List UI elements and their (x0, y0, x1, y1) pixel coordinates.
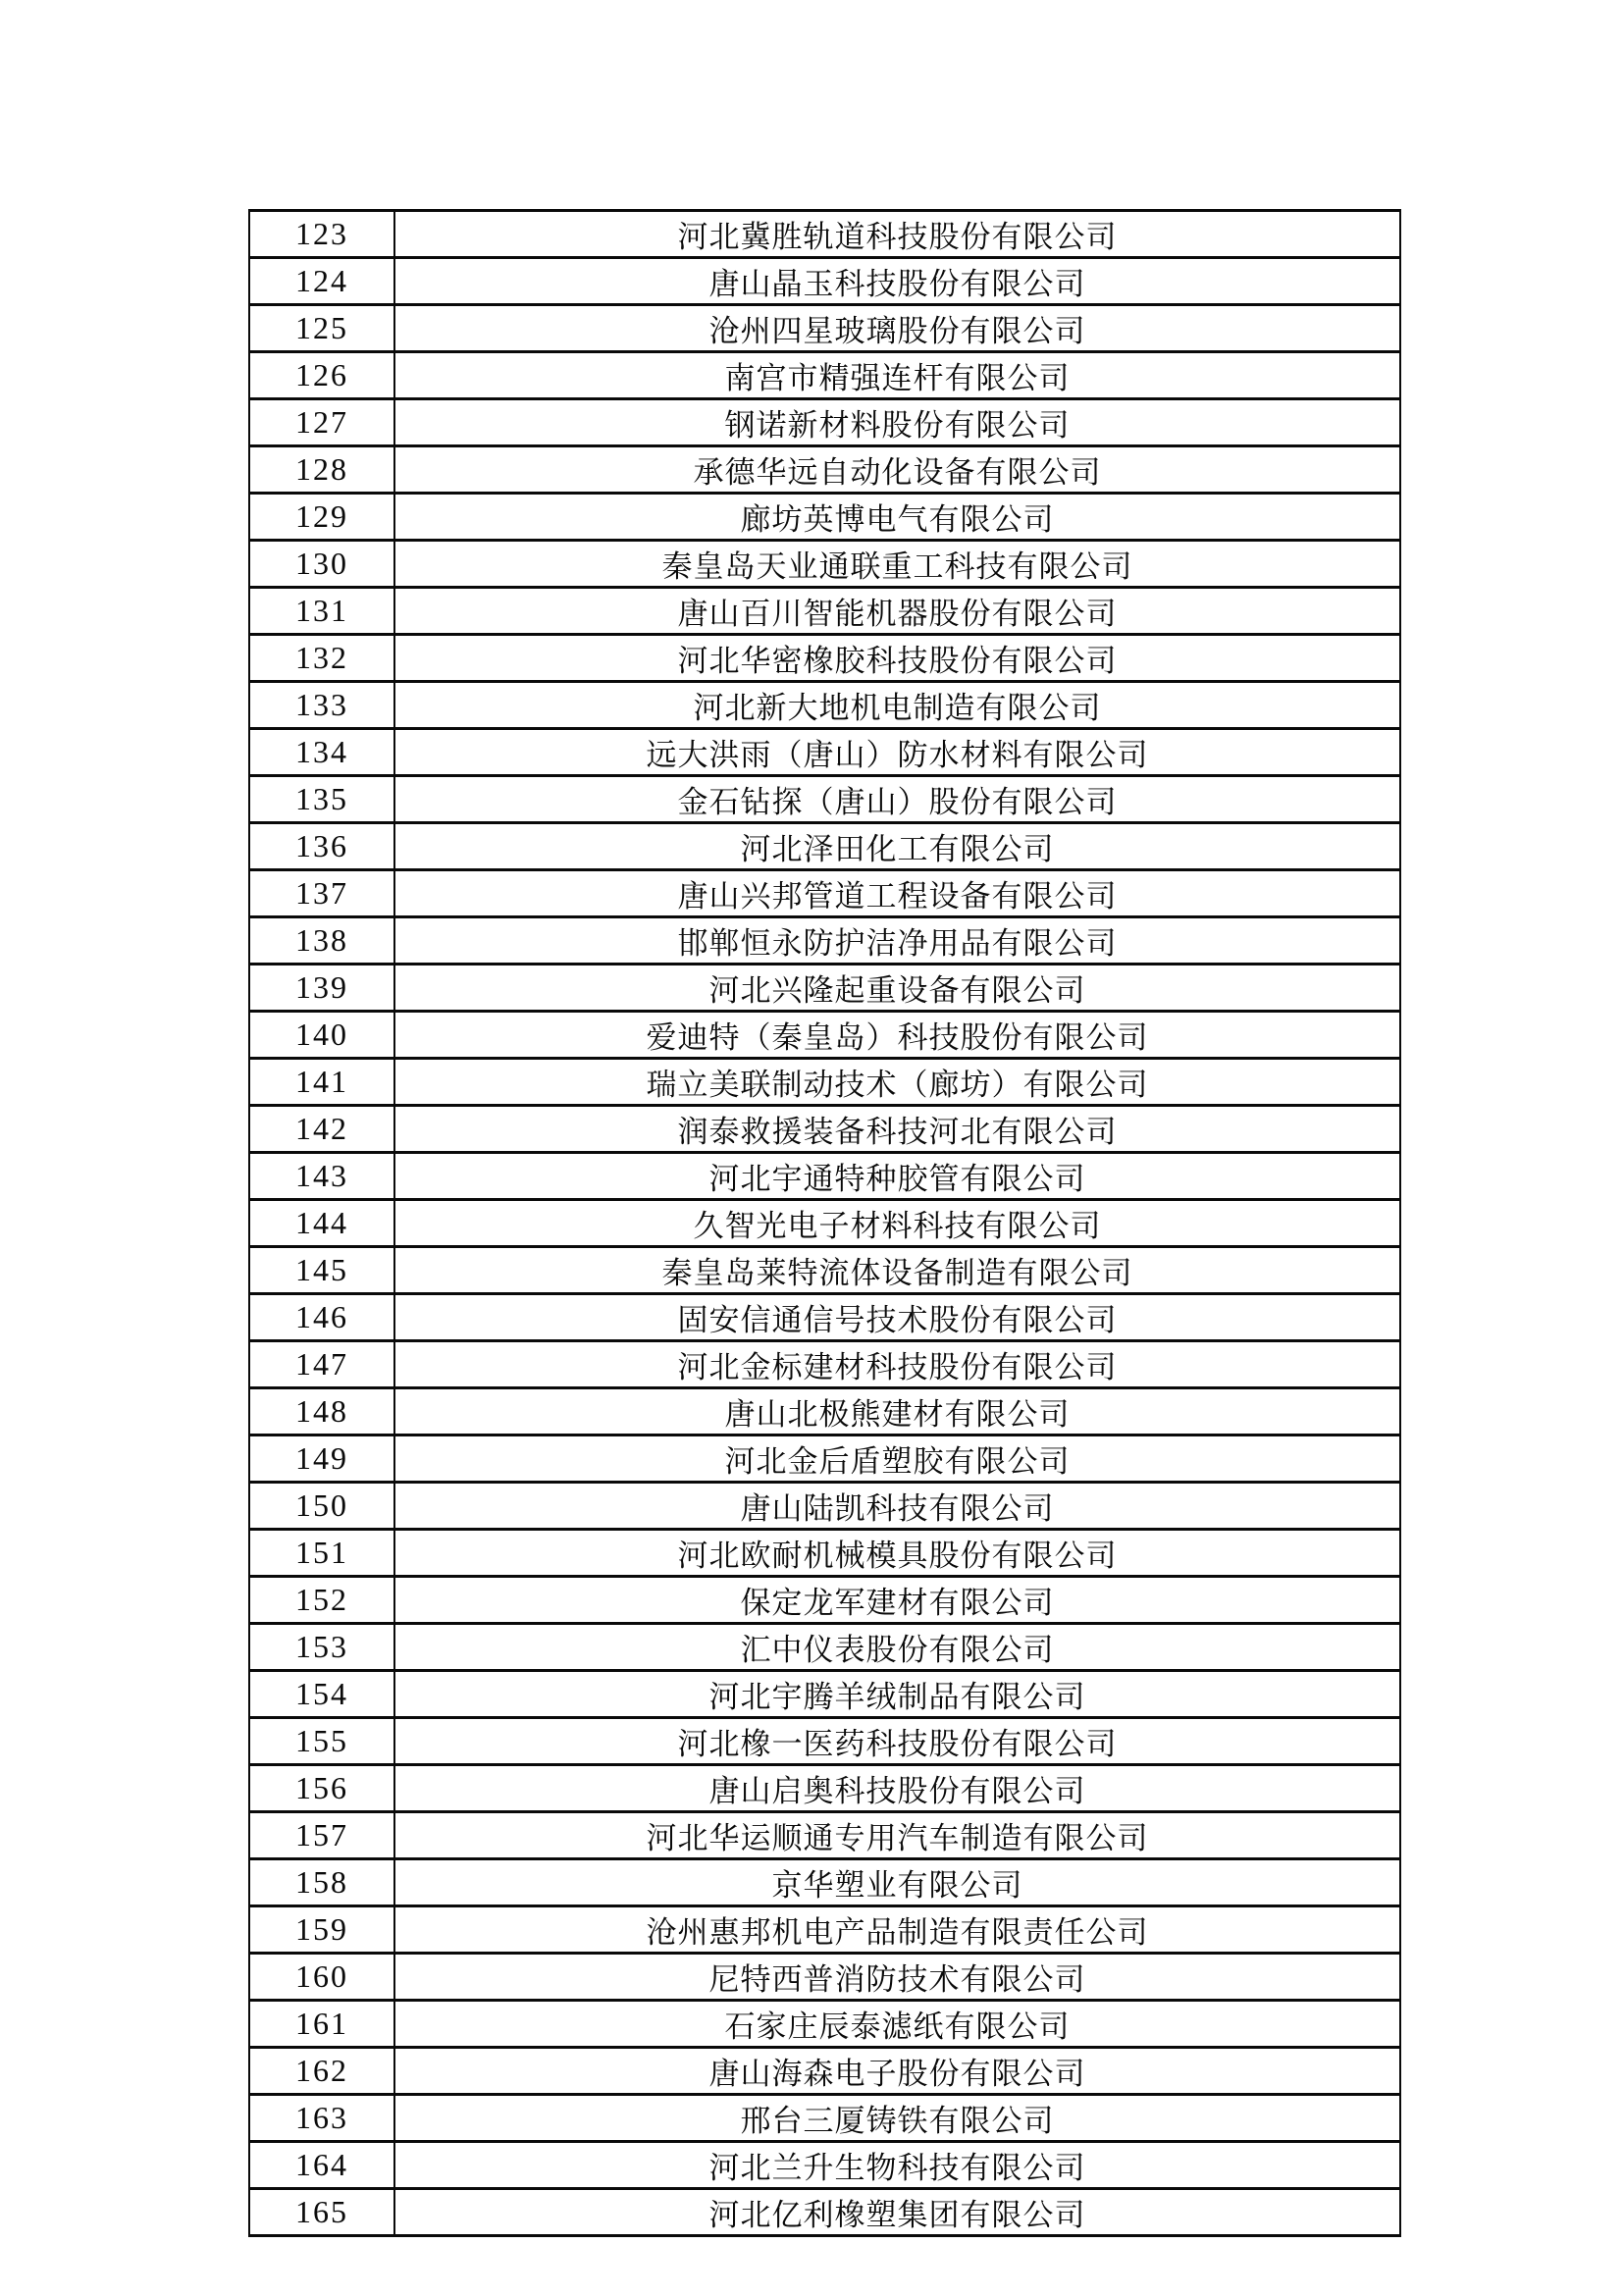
row-number-cell: 135 (249, 776, 394, 823)
company-name-cell: 金石钻探（唐山）股份有限公司 (394, 776, 1400, 823)
row-number-cell: 155 (249, 1718, 394, 1765)
row-number-cell: 124 (249, 258, 394, 305)
table-row (249, 1247, 1400, 1294)
company-name-cell: 唐山百川智能机器股份有限公司 (394, 588, 1400, 635)
row-number-cell: 153 (249, 1624, 394, 1671)
table-row (249, 917, 1400, 965)
company-name-cell: 秦皇岛天业通联重工科技有限公司 (394, 541, 1400, 588)
table-row (249, 870, 1400, 917)
company-name-cell: 河北金标建材科技股份有限公司 (394, 1341, 1400, 1388)
company-name-cell: 润泰救援装备科技河北有限公司 (394, 1106, 1400, 1153)
table-row (249, 1671, 1400, 1718)
company-name-cell: 河北泽田化工有限公司 (394, 823, 1400, 870)
row-number-cell: 123 (249, 211, 394, 258)
table-row (249, 2048, 1400, 2095)
company-name-cell: 唐山北极熊建材有限公司 (394, 1388, 1400, 1435)
row-number-cell: 159 (249, 1906, 394, 1954)
company-name-cell: 钢诺新材料股份有限公司 (394, 399, 1400, 446)
table-row (249, 635, 1400, 682)
table-row (249, 682, 1400, 729)
table-row (249, 2095, 1400, 2142)
row-number-cell: 125 (249, 305, 394, 352)
row-number-cell: 158 (249, 1859, 394, 1906)
row-number-cell: 138 (249, 917, 394, 965)
table-row (249, 729, 1400, 776)
company-name-cell: 河北宇通特种胶管有限公司 (394, 1153, 1400, 1200)
row-number-cell: 149 (249, 1435, 394, 1483)
table-row (249, 1718, 1400, 1765)
row-number-cell: 132 (249, 635, 394, 682)
row-number-cell: 152 (249, 1577, 394, 1624)
row-number-cell: 139 (249, 965, 394, 1012)
table-row (249, 1200, 1400, 1247)
table-row (249, 1954, 1400, 2001)
row-number-cell: 142 (249, 1106, 394, 1153)
table-row (249, 1859, 1400, 1906)
table-row (249, 258, 1400, 305)
table-row (249, 1577, 1400, 1624)
table-row (249, 446, 1400, 494)
row-number-cell: 154 (249, 1671, 394, 1718)
company-name-cell: 邯郸恒永防护洁净用品有限公司 (394, 917, 1400, 965)
table-row (249, 211, 1400, 258)
company-name-cell: 京华塑业有限公司 (394, 1859, 1400, 1906)
row-number-cell: 143 (249, 1153, 394, 1200)
company-name-cell: 河北金后盾塑胶有限公司 (394, 1435, 1400, 1483)
row-number-cell: 141 (249, 1059, 394, 1106)
row-number-cell: 129 (249, 494, 394, 541)
row-number-cell: 157 (249, 1812, 394, 1859)
table-row (249, 1483, 1400, 1530)
table-row (249, 1624, 1400, 1671)
row-number-cell: 165 (249, 2189, 394, 2236)
row-number-cell: 140 (249, 1012, 394, 1059)
row-number-cell: 161 (249, 2001, 394, 2048)
company-name-cell: 唐山海森电子股份有限公司 (394, 2048, 1400, 2095)
row-number-cell: 127 (249, 399, 394, 446)
table-row (249, 1435, 1400, 1483)
row-number-cell: 145 (249, 1247, 394, 1294)
company-name-cell: 河北橡一医药科技股份有限公司 (394, 1718, 1400, 1765)
table-row (249, 1388, 1400, 1435)
table-row (249, 823, 1400, 870)
company-name-cell: 尼特西普消防技术有限公司 (394, 1954, 1400, 2001)
company-name-cell: 石家庄辰泰滤纸有限公司 (394, 2001, 1400, 2048)
row-number-cell: 164 (249, 2142, 394, 2189)
company-name-cell: 河北兴隆起重设备有限公司 (394, 965, 1400, 1012)
row-number-cell: 163 (249, 2095, 394, 2142)
table-row (249, 1812, 1400, 1859)
company-name-cell: 秦皇岛莱特流体设备制造有限公司 (394, 1247, 1400, 1294)
table-row (249, 1059, 1400, 1106)
row-number-cell: 136 (249, 823, 394, 870)
row-number-cell: 148 (249, 1388, 394, 1435)
table-row (249, 2001, 1400, 2048)
row-number-cell: 130 (249, 541, 394, 588)
company-table (248, 209, 1401, 2237)
company-name-cell: 河北华运顺通专用汽车制造有限公司 (394, 1812, 1400, 1859)
row-number-cell: 137 (249, 870, 394, 917)
table-row (249, 1906, 1400, 1954)
table-row (249, 399, 1400, 446)
row-number-cell: 156 (249, 1765, 394, 1812)
table-row (249, 352, 1400, 399)
table-row (249, 776, 1400, 823)
table-row (249, 305, 1400, 352)
company-name-cell: 远大洪雨（唐山）防水材料有限公司 (394, 729, 1400, 776)
company-name-cell: 河北亿利橡塑集团有限公司 (394, 2189, 1400, 2236)
company-name-cell: 河北兰升生物科技有限公司 (394, 2142, 1400, 2189)
table-row (249, 1012, 1400, 1059)
company-name-cell: 固安信通信号技术股份有限公司 (394, 1294, 1400, 1341)
row-number-cell: 146 (249, 1294, 394, 1341)
table-row (249, 1530, 1400, 1577)
company-name-cell: 唐山晶玉科技股份有限公司 (394, 258, 1400, 305)
company-name-cell: 河北新大地机电制造有限公司 (394, 682, 1400, 729)
company-name-cell: 唐山兴邦管道工程设备有限公司 (394, 870, 1400, 917)
company-name-cell: 廊坊英博电气有限公司 (394, 494, 1400, 541)
row-number-cell: 150 (249, 1483, 394, 1530)
table-row (249, 494, 1400, 541)
table-row (249, 2189, 1400, 2236)
table-row (249, 1765, 1400, 1812)
table-row (249, 541, 1400, 588)
table-row (249, 2142, 1400, 2189)
table-row (249, 1341, 1400, 1388)
company-name-cell: 沧州惠邦机电产品制造有限责任公司 (394, 1906, 1400, 1954)
company-name-cell: 唐山陆凯科技有限公司 (394, 1483, 1400, 1530)
table-row (249, 1153, 1400, 1200)
row-number-cell: 134 (249, 729, 394, 776)
table-row (249, 965, 1400, 1012)
company-table-body (249, 211, 1400, 2236)
company-name-cell: 沧州四星玻璃股份有限公司 (394, 305, 1400, 352)
company-name-cell: 南宫市精强连杆有限公司 (394, 352, 1400, 399)
company-name-cell: 承德华远自动化设备有限公司 (394, 446, 1400, 494)
row-number-cell: 128 (249, 446, 394, 494)
company-name-cell: 瑞立美联制动技术（廊坊）有限公司 (394, 1059, 1400, 1106)
row-number-cell: 162 (249, 2048, 394, 2095)
row-number-cell: 126 (249, 352, 394, 399)
row-number-cell: 133 (249, 682, 394, 729)
table-row (249, 1106, 1400, 1153)
company-name-cell: 保定龙军建材有限公司 (394, 1577, 1400, 1624)
company-name-cell: 久智光电子材料科技有限公司 (394, 1200, 1400, 1247)
table-row (249, 1294, 1400, 1341)
company-name-cell: 唐山启奥科技股份有限公司 (394, 1765, 1400, 1812)
row-number-cell: 144 (249, 1200, 394, 1247)
company-name-cell: 河北华密橡胶科技股份有限公司 (394, 635, 1400, 682)
company-name-cell: 汇中仪表股份有限公司 (394, 1624, 1400, 1671)
company-name-cell: 爱迪特（秦皇岛）科技股份有限公司 (394, 1012, 1400, 1059)
company-name-cell: 河北欧耐机械模具股份有限公司 (394, 1530, 1400, 1577)
company-name-cell: 河北宇腾羊绒制品有限公司 (394, 1671, 1400, 1718)
row-number-cell: 160 (249, 1954, 394, 2001)
row-number-cell: 131 (249, 588, 394, 635)
company-name-cell: 邢台三厦铸铁有限公司 (394, 2095, 1400, 2142)
row-number-cell: 151 (249, 1530, 394, 1577)
company-name-cell: 河北冀胜轨道科技股份有限公司 (394, 211, 1400, 258)
table-row (249, 588, 1400, 635)
row-number-cell: 147 (249, 1341, 394, 1388)
